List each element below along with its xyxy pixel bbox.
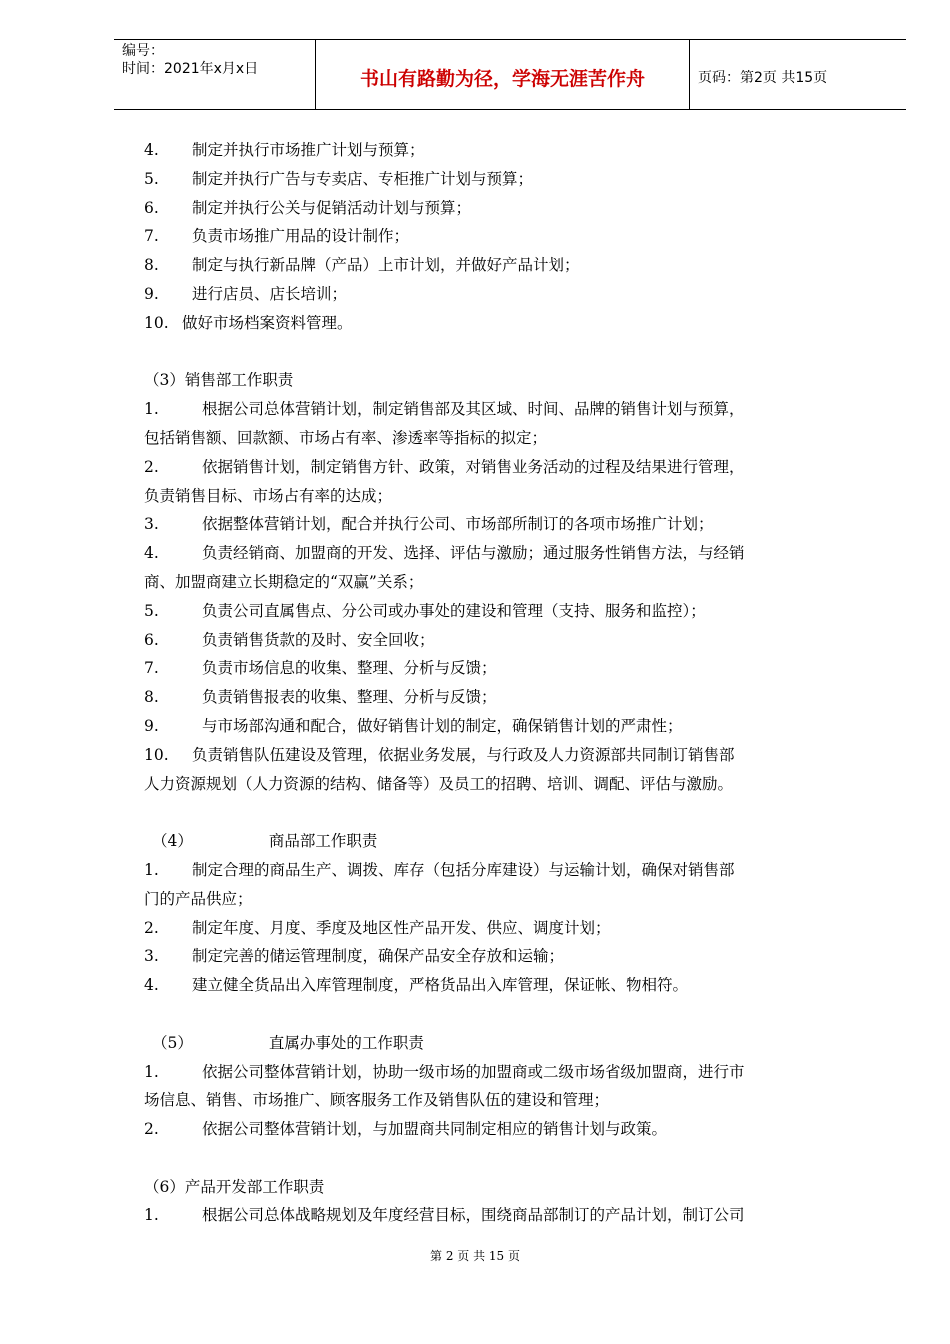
item-text: 负责销售报表的收集、整理、分析与反馈；	[202, 688, 497, 707]
item-number: 9.	[144, 716, 159, 735]
page-footer: 第 2 页 共 15 页	[430, 1249, 520, 1263]
list-item	[144, 194, 880, 223]
item-number: 5.	[144, 601, 159, 620]
item-number: 1.	[144, 860, 159, 879]
item-text: 做好市场档案资料管理。	[182, 313, 353, 332]
header-motto: 书山有路勤为径，学海无涯苦作舟	[316, 40, 690, 109]
item-text: 制定年度、月度、季度及地区性产品开发、供应、调度计划；	[192, 918, 611, 937]
item-number: 2.	[144, 918, 159, 937]
item-text-continued: 场信息、销售、市场推广、顾客服务工作及销售队伍的建设和管理；	[144, 1091, 610, 1110]
list-item	[144, 453, 880, 482]
number-label: 编号：	[122, 43, 164, 59]
item-text: 与市场部沟通和配合，做好销售计划的制定，确保销售计划的严肃性；	[202, 716, 683, 735]
section-heading	[144, 827, 880, 856]
list-item	[144, 626, 880, 655]
item-text: 制定合理的商品生产、调拨、库存（包括分库建设）与运输计划，确保对销售部	[192, 860, 735, 879]
item-text: 负责市场信息的收集、整理、分析与反馈；	[202, 659, 497, 678]
item-number: 2.	[144, 1120, 159, 1139]
item-number: 8.	[144, 256, 159, 275]
item-text-continued: 门的产品供应；	[144, 889, 253, 908]
item-text: 负责公司直属售点、分公司或办事处的建设和管理（支持、服务和监控）；	[202, 601, 706, 620]
list-item	[144, 741, 880, 770]
section-label: （5）	[152, 1033, 193, 1052]
item-text: 根据公司总体战略规划及年度经营目标，围绕商品部制订的产品计划，制订公司	[202, 1206, 745, 1225]
list-item	[144, 712, 880, 741]
list-item	[144, 1115, 880, 1144]
list-item	[144, 971, 880, 1000]
item-number: 3.	[144, 515, 159, 534]
item-text: 依据整体营销计划，配合并执行公司、市场部所制订的各项市场推广计划；	[202, 515, 714, 534]
item-text: 依据销售计划，制定销售方针、政策，对销售业务活动的过程及结果进行管理，	[202, 457, 745, 476]
list-item	[144, 165, 880, 194]
item-number: 4.	[144, 141, 159, 159]
item-number: 5.	[144, 169, 159, 188]
item-number: 2.	[144, 457, 159, 476]
item-number: 10.	[144, 745, 169, 764]
item-number: 9.	[144, 284, 159, 303]
item-number: 4.	[144, 976, 159, 995]
item-text: 根据公司总体营销计划，制定销售部及其区域、时间、品牌的销售计划与预算，	[202, 400, 745, 419]
list-item	[144, 309, 880, 338]
list-item	[144, 1058, 880, 1087]
item-number: 6.	[144, 198, 159, 217]
item-text: 负责市场推广用品的设计制作；	[192, 227, 410, 246]
item-number: 3.	[144, 947, 159, 966]
list-item	[144, 222, 880, 251]
item-number: 1.	[144, 1062, 159, 1081]
document-body	[144, 136, 880, 1230]
section-heading	[144, 1029, 880, 1058]
item-number: 7.	[144, 659, 159, 678]
item-text: 制定并执行市场推广计划与预算；	[192, 141, 425, 159]
section-label: （4）	[152, 832, 193, 851]
item-number: 4.	[144, 544, 159, 563]
header-meta	[114, 40, 316, 109]
item-number: 1.	[144, 1206, 159, 1225]
item-text-continued: 负责销售目标、市场占有率的达成；	[144, 486, 393, 505]
item-text: 负责销售队伍建设及管理，依据业务发展，与行政及人力资源部共同制订销售部	[192, 745, 735, 764]
item-number: 6.	[144, 630, 159, 649]
list-item	[144, 1201, 880, 1230]
item-text: 负责经销商、加盟商的开发、选择、评估与激励；通过服务性销售方法，与经销	[202, 544, 745, 563]
item-text-continued: 商、加盟商建立长期稳定的“双赢”关系；	[144, 572, 424, 591]
item-text: 制定并执行广告与专卖店、专柜推广计划与预算；	[192, 169, 534, 188]
list-item	[144, 539, 880, 568]
item-text: 进行店员、店长培训；	[192, 284, 348, 303]
item-number: 1.	[144, 400, 159, 419]
list-item	[144, 654, 880, 683]
list-item	[144, 136, 880, 165]
list-item	[144, 914, 880, 943]
item-text: 制定完善的储运管理制度，确保产品安全存放和运输；	[192, 947, 565, 966]
list-item	[144, 856, 880, 885]
item-number: 10.	[144, 313, 169, 332]
list-item	[144, 395, 880, 424]
page-header	[114, 39, 906, 110]
list-item	[144, 510, 880, 539]
item-text: 制定并执行公关与促销活动计划与预算；	[192, 198, 472, 217]
list-item	[144, 280, 880, 309]
item-text: 依据公司整体营销计划，与加盟商共同制定相应的销售计划与政策。	[202, 1120, 668, 1139]
item-text: 负责销售货款的及时、安全回收；	[202, 630, 435, 649]
item-text: 依据公司整体营销计划，协助一级市场的加盟商或二级市场省级加盟商，进行市	[202, 1062, 745, 1081]
section-title: 直属办事处的工作职责	[268, 1033, 424, 1052]
list-item	[144, 597, 880, 626]
time-label: 时间：2021年x月x日	[122, 61, 259, 77]
item-text-continued: 人力资源规划（人力资源的结构、储备等）及员工的招聘、培训、调配、评估与激励。	[144, 774, 734, 793]
item-number: 7.	[144, 227, 159, 246]
item-text: 制定与执行新品牌（产品）上市计划，并做好产品计划；	[192, 256, 580, 275]
item-text: 建立健全货品出入库管理制度，严格货品出入库管理，保证帐、物相符。	[192, 976, 689, 995]
list-item	[144, 683, 880, 712]
section-heading: （3）销售部工作职责	[144, 371, 294, 390]
header-page-info: 页码：第2页 共15页	[698, 69, 828, 86]
item-text-continued: 包括销售额、回款额、市场占有率、渗透率等指标的拟定；	[144, 428, 548, 447]
list-item	[144, 942, 880, 971]
item-number: 8.	[144, 688, 159, 707]
list-item	[144, 251, 880, 280]
section-title: 商品部工作职责	[268, 832, 378, 851]
section-heading: （6）产品开发部工作职责	[144, 1177, 325, 1196]
